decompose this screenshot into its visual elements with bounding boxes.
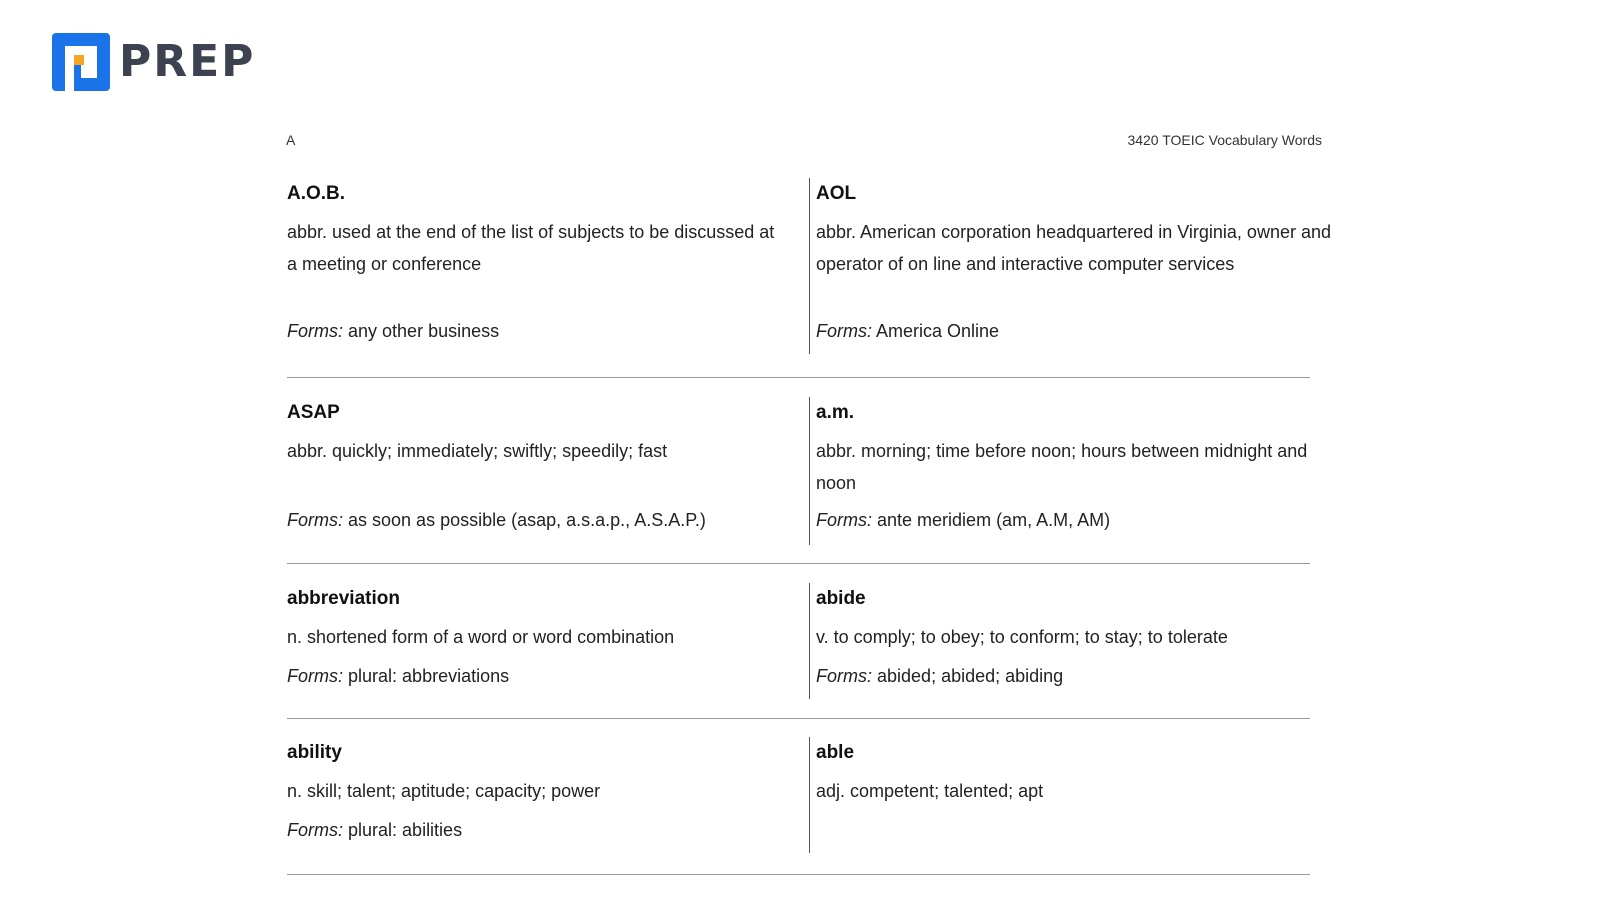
forms-value: plural: abbreviations — [348, 666, 510, 686]
entry-definition: abbr. morning; time before noon; hours between midnight and noon — [816, 441, 1308, 493]
forms-value: ante meridiem (am, A.M, AM) — [877, 510, 1111, 530]
row-divider — [287, 718, 1310, 719]
entry-forms — [287, 666, 509, 687]
forms-label: Forms: — [287, 820, 343, 840]
entry-definition: adj. competent; talented; apt — [816, 781, 1044, 801]
entry-right — [809, 737, 1329, 853]
entry-term: ASAP — [287, 402, 340, 423]
entry-row — [287, 397, 1327, 545]
forms-label: Forms: — [816, 321, 872, 341]
forms-label: Forms: — [287, 321, 343, 341]
entry-row — [287, 737, 1327, 853]
forms-label: Forms: — [287, 666, 343, 686]
entry-left — [287, 397, 787, 545]
entry-row — [287, 583, 1327, 699]
entry-right — [809, 397, 1329, 545]
section-letter: A — [286, 132, 296, 148]
prep-logo-icon — [52, 33, 110, 91]
entry-forms — [816, 321, 999, 342]
entry-left — [287, 737, 787, 853]
entry-definition: n. shortened form of a word or word combination — [287, 627, 675, 647]
forms-label: Forms: — [287, 510, 343, 530]
document-title: 3420 TOEIC Vocabulary Words — [1127, 132, 1322, 148]
prep-logo-text: PREP — [119, 36, 256, 87]
entry-forms — [287, 820, 462, 841]
entry-definition: abbr. used at the end of the list of subjects to be discussed at a meeting or conference — [287, 222, 775, 274]
entry-left — [287, 583, 787, 699]
forms-value: America Online — [876, 321, 1000, 341]
entry-term: ability — [287, 742, 342, 763]
forms-value: plural: abilities — [348, 820, 463, 840]
entry-definition: n. skill; talent; aptitude; capacity; power — [287, 781, 601, 801]
entry-forms — [816, 666, 1063, 687]
entry-term: A.O.B. — [287, 183, 346, 204]
forms-label: Forms: — [816, 666, 872, 686]
entry-forms — [816, 510, 1110, 531]
entry-definition: abbr. quickly; immediately; swiftly; speedily; fast — [287, 441, 668, 461]
row-divider — [287, 874, 1310, 875]
entry-term: a.m. — [816, 402, 855, 423]
entry-right — [809, 178, 1329, 354]
entry-definition: v. to comply; to obey; to conform; to stay; to tolerate — [816, 627, 1228, 647]
forms-value: as soon as possible (asap, a.s.a.p., A.S.A.P.) — [348, 510, 706, 530]
entry-term: AOL — [816, 183, 857, 204]
entry-term: abide — [816, 588, 866, 609]
entry-term: able — [816, 742, 855, 763]
row-divider — [287, 563, 1310, 564]
entry-row — [287, 178, 1331, 354]
entry-forms — [287, 321, 499, 342]
prep-logo[interactable] — [52, 33, 255, 91]
entry-definition: abbr. American corporation headquartered in Virginia, owner and operator of on line and interactive computer services — [816, 222, 1331, 274]
forms-label: Forms: — [816, 510, 872, 530]
entry-left — [287, 178, 787, 354]
row-divider — [287, 377, 1310, 378]
forms-value: abided; abided; abiding — [877, 666, 1064, 686]
entry-term: abbreviation — [287, 588, 400, 609]
forms-value: any other business — [348, 321, 500, 341]
entry-right — [809, 583, 1329, 699]
entry-forms — [287, 510, 706, 531]
